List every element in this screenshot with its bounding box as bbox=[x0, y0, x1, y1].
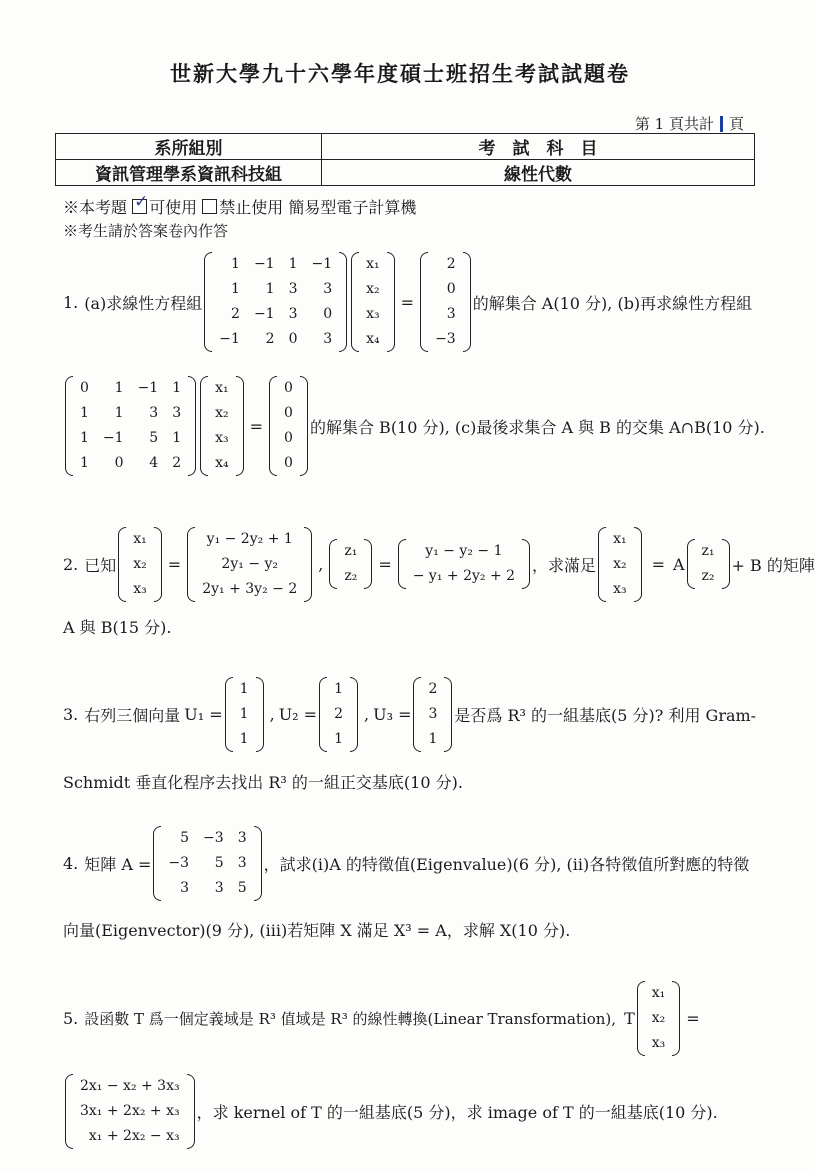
matrix-entry: 1 bbox=[80, 455, 89, 471]
q4-line2: 向量(Eigenvector)(9 分), (iii)若矩陣 X 滿足 X³ = A，求解 X(10 分). bbox=[63, 921, 571, 940]
u1-vector-grid bbox=[233, 677, 256, 752]
right-paren bbox=[188, 376, 196, 476]
matrix-row bbox=[73, 1099, 187, 1124]
matrix-row bbox=[337, 539, 364, 564]
q3-tail: 是否爲 R³ 的一組基底(5 分)? 利用 Gram- bbox=[454, 705, 757, 725]
matrix-entry: x₁ bbox=[366, 256, 380, 272]
matrix-entry: 1 bbox=[114, 405, 124, 421]
matrix-entry: −3 bbox=[168, 854, 190, 871]
right-paren bbox=[350, 677, 358, 752]
matrix-entry: x₁ + 2x₂ − x₃ bbox=[88, 1127, 180, 1144]
calc-prefix: ※本考題 bbox=[63, 198, 128, 217]
left-paren bbox=[65, 376, 73, 476]
matrix-row bbox=[606, 527, 634, 552]
matrix-row bbox=[645, 981, 673, 1006]
matrix-row bbox=[161, 851, 253, 876]
matrix-row bbox=[161, 826, 253, 851]
right-paren bbox=[339, 252, 347, 352]
matrix-row bbox=[327, 727, 350, 752]
matrix-row bbox=[645, 1031, 673, 1056]
matrix-entry: 2x₁ − x₂ + 3x₃ bbox=[80, 1077, 180, 1094]
matrix-row bbox=[212, 277, 339, 302]
matrix-row bbox=[695, 564, 722, 589]
matrix-row bbox=[327, 702, 350, 727]
matrix-entry: −1 bbox=[102, 430, 124, 446]
matrix-entry: z₁ bbox=[344, 543, 358, 559]
right-paren bbox=[256, 677, 264, 752]
matrix-entry: 3 bbox=[237, 829, 247, 846]
right-paren bbox=[154, 527, 162, 602]
matrix-row bbox=[208, 426, 236, 451]
calculator-note bbox=[63, 195, 416, 218]
q2-line2: A 與 B(15 分). bbox=[63, 618, 172, 637]
matrix-entry: 0 bbox=[288, 331, 298, 347]
matrix-row bbox=[208, 401, 236, 426]
q2-z-vector-2 bbox=[687, 539, 730, 589]
matrix-entry: 1 bbox=[334, 680, 343, 697]
q5-x-vector bbox=[637, 981, 681, 1056]
matrix-row bbox=[606, 577, 634, 602]
comma: , bbox=[364, 704, 370, 724]
left-paren bbox=[200, 376, 208, 476]
left-paren bbox=[598, 527, 606, 602]
matrix-entry: 5 bbox=[237, 879, 247, 896]
dept-value: 資訊管理學系資訊科技組 bbox=[56, 160, 322, 186]
matrix-entry: 0 bbox=[284, 430, 293, 446]
q2-tail: + B 的矩陣 bbox=[731, 555, 815, 575]
matrix-entry: x₁ bbox=[133, 530, 147, 547]
matrix-entry: y₁ − y₂ − 1 bbox=[425, 543, 503, 559]
u2-vector bbox=[319, 677, 358, 752]
right-paren bbox=[444, 677, 452, 752]
q4-text: 矩陣 A = bbox=[84, 854, 152, 874]
q4-matrix-grid bbox=[161, 826, 253, 901]
matrix-row bbox=[208, 451, 236, 476]
matrix-entry: x₃ bbox=[366, 306, 380, 322]
matrix-entry: 2y₁ − y₂ bbox=[221, 555, 279, 572]
right-paren bbox=[187, 1074, 195, 1149]
matrix-row bbox=[428, 277, 463, 302]
left-paren bbox=[329, 539, 337, 589]
answer-note: ※考生請於答案卷內作答 bbox=[63, 222, 229, 240]
matrix-row bbox=[406, 564, 522, 589]
matrix-row bbox=[645, 1006, 673, 1031]
q2-z-vector-grid bbox=[337, 539, 364, 589]
matrix-entry: 2 bbox=[428, 680, 438, 697]
matrix-entry: x₃ bbox=[651, 1034, 666, 1051]
matrix-entry: x₁ bbox=[613, 530, 627, 547]
matrix-entry: x₂ bbox=[613, 555, 627, 572]
q2-z-vector-2-grid bbox=[695, 539, 722, 589]
right-paren bbox=[634, 527, 642, 602]
matrix-entry: 1 bbox=[334, 730, 343, 747]
right-paren bbox=[364, 539, 372, 589]
q1-matrix-b bbox=[65, 376, 196, 476]
matrix-entry: 1 bbox=[80, 405, 89, 421]
matrix-entry: x₃ bbox=[215, 430, 229, 446]
matrix-entry: 0 bbox=[284, 455, 293, 471]
q1-x-vector-2-grid bbox=[208, 376, 236, 476]
matrix-row bbox=[421, 677, 444, 702]
matrix-entry: 2 bbox=[334, 705, 343, 722]
q2-x-vector-2-grid bbox=[606, 527, 634, 602]
matrix-row bbox=[277, 376, 300, 401]
left-paren bbox=[637, 981, 645, 1056]
matrix-entry: 2 bbox=[265, 331, 275, 347]
matrix-entry: 1 bbox=[172, 380, 182, 396]
matrix-row bbox=[359, 327, 387, 352]
equals-sign: = bbox=[400, 292, 415, 312]
matrix-entry: 0 bbox=[323, 306, 333, 322]
matrix-row bbox=[126, 552, 154, 577]
left-paren bbox=[398, 539, 406, 589]
page-info bbox=[635, 113, 744, 134]
matrix-entry: 3 bbox=[149, 405, 159, 421]
calc-suffix: 簡易型電子計算機 bbox=[288, 198, 417, 217]
matrix-row bbox=[428, 252, 463, 277]
page-info-suffix: 頁 bbox=[728, 115, 744, 133]
matrix-entry: 0 bbox=[284, 405, 293, 421]
equals-sign: = bbox=[686, 1008, 700, 1028]
matrix-row bbox=[195, 577, 304, 602]
matrix-entry: 0 bbox=[80, 380, 89, 396]
matrix-entry: z₂ bbox=[701, 568, 715, 584]
matrix-row bbox=[126, 577, 154, 602]
matrix-entry: 3 bbox=[446, 306, 456, 322]
subject-head: 考 試 科 目 bbox=[322, 134, 755, 160]
matrix-entry: 1 bbox=[239, 680, 249, 697]
q1-b-vector-grid bbox=[428, 252, 463, 352]
matrix-entry: 0 bbox=[284, 380, 293, 396]
q2-mid: ，求滿足 bbox=[532, 555, 597, 575]
q2-prefix: 已知 bbox=[84, 555, 117, 575]
matrix-row bbox=[233, 702, 256, 727]
matrix-entry: 3 bbox=[237, 854, 247, 871]
q1-b-vector bbox=[420, 252, 471, 352]
matrix-row bbox=[606, 552, 634, 577]
right-paren bbox=[300, 376, 308, 476]
q2-x-vector bbox=[118, 527, 162, 602]
subject-value: 線性代數 bbox=[322, 160, 755, 186]
q2-rhs1 bbox=[187, 527, 312, 602]
left-paren bbox=[153, 826, 161, 901]
matrix-entry: 3 bbox=[180, 879, 190, 896]
matrix-entry: x₁ bbox=[651, 984, 666, 1001]
q4-label: 4. bbox=[63, 853, 79, 873]
q5-text: 設函數 T 爲一個定義域是 R³ 值域是 R³ 的線性轉換(Linear Transformation), bbox=[84, 1009, 617, 1028]
right-paren bbox=[254, 826, 262, 901]
q3-line2: Schmidt 垂直化程序去找出 R³ 的一組正交基底(10 分). bbox=[63, 773, 463, 792]
matrix-row bbox=[359, 277, 387, 302]
q3-label: 3. bbox=[63, 704, 79, 724]
q1-x-vector bbox=[351, 252, 395, 352]
matrix-row bbox=[195, 527, 304, 552]
q5-label: 5. bbox=[63, 1008, 79, 1028]
matrix-entry: z₁ bbox=[701, 543, 715, 559]
left-paren bbox=[65, 1074, 73, 1149]
question-5-line1 bbox=[63, 982, 704, 1054]
right-paren bbox=[236, 376, 244, 476]
q5-rhs bbox=[65, 1074, 195, 1149]
matrix-entry: 0 bbox=[446, 281, 456, 297]
matrix-entry: x₄ bbox=[215, 455, 229, 471]
matrix-entry: 3 bbox=[288, 306, 298, 322]
matrix-entry: 1 bbox=[231, 256, 240, 272]
matrix-entry: −1 bbox=[311, 256, 333, 272]
matrix-row bbox=[337, 564, 364, 589]
q2-x-vector-grid bbox=[126, 527, 154, 602]
u1-label: U₁ = bbox=[184, 704, 223, 724]
q5-tail: ，求 kernel of T 的一組基底(5 分)，求 image of T 的一組基底(10 分). bbox=[196, 1102, 718, 1122]
equals-sign: = bbox=[167, 554, 182, 574]
matrix-row bbox=[73, 426, 188, 451]
q5-rhs-grid bbox=[73, 1074, 187, 1149]
u1-vector bbox=[225, 677, 264, 752]
header-table bbox=[55, 133, 755, 186]
equals-sign: = bbox=[249, 416, 264, 436]
u2-label: U₂ = bbox=[278, 704, 318, 724]
matrix-entry: −1 bbox=[137, 380, 159, 396]
matrix-row bbox=[277, 426, 300, 451]
matrix-entry: −3 bbox=[435, 331, 456, 347]
right-paren bbox=[672, 981, 680, 1056]
matrix-row bbox=[73, 401, 188, 426]
q3-text: 右列三個向量 bbox=[84, 705, 181, 725]
left-paren bbox=[319, 677, 327, 752]
matrix-entry: 1 bbox=[80, 430, 89, 446]
matrix-row bbox=[161, 876, 253, 901]
matrix-row bbox=[212, 252, 339, 277]
matrix-entry: x₂ bbox=[215, 405, 229, 421]
matrix-entry: − y₁ + 2y₂ + 2 bbox=[412, 568, 516, 584]
q2-rhs2 bbox=[398, 539, 530, 589]
left-paren bbox=[118, 527, 126, 602]
q1-text-a: (a)求線性方程組 bbox=[84, 293, 203, 313]
question-5-line2 bbox=[63, 1075, 718, 1147]
q2-A-label: A bbox=[672, 554, 685, 574]
matrix-entry: 2y₁ + 3y₂ − 2 bbox=[202, 580, 298, 597]
question-4-line1 bbox=[63, 826, 749, 900]
matrix-row bbox=[212, 327, 339, 352]
page-info-prefix: 第 1 頁共計 bbox=[634, 115, 714, 133]
q1-text-after-b: 的解集合 B(10 分), (c)最後求集合 A 與 B 的交集 A∩B(10 分). bbox=[309, 417, 765, 437]
matrix-entry: 3 bbox=[323, 281, 333, 297]
matrix-entry: 3 bbox=[428, 705, 438, 722]
left-paren bbox=[351, 252, 359, 352]
q1-text-after-a: 的解集合 A(10 分), (b)再求線性方程組 bbox=[472, 293, 753, 313]
u2-vector-grid bbox=[327, 677, 350, 752]
matrix-row bbox=[421, 702, 444, 727]
matrix-entry: y₁ − 2y₂ + 1 bbox=[206, 530, 293, 547]
matrix-row bbox=[327, 677, 350, 702]
matrix-row bbox=[73, 1074, 187, 1099]
matrix-row bbox=[73, 1124, 187, 1149]
right-paren bbox=[304, 527, 312, 602]
q2-rhs2-grid bbox=[406, 539, 522, 589]
q1-matrix-a bbox=[204, 252, 347, 352]
matrix-entry: 3 bbox=[288, 281, 298, 297]
q1-x-vector-grid bbox=[359, 252, 387, 352]
right-paren bbox=[387, 252, 395, 352]
comma: , bbox=[269, 704, 275, 724]
right-paren bbox=[722, 539, 730, 589]
matrix-row bbox=[73, 376, 188, 401]
page-count-mark bbox=[720, 116, 723, 132]
matrix-entry: 3 bbox=[323, 331, 333, 347]
question-1-line2 bbox=[63, 376, 765, 476]
matrix-entry: 5 bbox=[214, 854, 224, 871]
q1-label: 1. bbox=[63, 292, 79, 312]
question-2-line1 bbox=[63, 525, 815, 603]
matrix-entry: x₂ bbox=[651, 1009, 666, 1026]
u3-label: U₃ = bbox=[373, 704, 412, 724]
matrix-entry: 1 bbox=[172, 430, 182, 446]
matrix-entry: −1 bbox=[253, 306, 275, 322]
matrix-row bbox=[406, 539, 522, 564]
q4-matrix bbox=[153, 826, 261, 901]
q5-x-vector-grid bbox=[645, 981, 673, 1056]
matrix-entry: 5 bbox=[149, 430, 159, 446]
q2-label: 2. bbox=[63, 554, 79, 574]
u3-vector-grid bbox=[421, 677, 444, 752]
question-3-line1 bbox=[63, 678, 756, 750]
matrix-entry: 5 bbox=[180, 829, 190, 846]
matrix-row bbox=[73, 451, 188, 476]
matrix-row bbox=[208, 376, 236, 401]
comma: , bbox=[318, 554, 324, 574]
matrix-row bbox=[695, 539, 722, 564]
q2-rhs1-grid bbox=[195, 527, 304, 602]
matrix-row bbox=[428, 302, 463, 327]
matrix-row bbox=[195, 552, 304, 577]
calc-allowed-label: 可使用 bbox=[149, 198, 198, 217]
matrix-entry: x₃ bbox=[133, 580, 147, 597]
q1-zero-vector bbox=[269, 376, 308, 476]
matrix-entry: 2 bbox=[172, 455, 182, 471]
matrix-entry: 1 bbox=[239, 705, 249, 722]
matrix-entry: −1 bbox=[219, 331, 240, 347]
left-paren bbox=[413, 677, 421, 752]
matrix-entry: 1 bbox=[428, 730, 438, 747]
matrix-entry: 1 bbox=[265, 281, 275, 297]
matrix-row bbox=[359, 302, 387, 327]
matrix-row bbox=[277, 451, 300, 476]
matrix-entry: 2 bbox=[231, 306, 240, 322]
q1-matrix-a-grid bbox=[212, 252, 339, 352]
matrix-entry: 1 bbox=[231, 281, 240, 297]
matrix-entry: x₂ bbox=[133, 555, 147, 572]
left-paren bbox=[204, 252, 212, 352]
calc-forbidden-label: 禁止使用 bbox=[219, 198, 284, 217]
exam-title: 世新大學九十六學年度碩士班招生考試試題卷 bbox=[170, 61, 630, 86]
question-1-line1 bbox=[63, 252, 752, 352]
matrix-row bbox=[233, 677, 256, 702]
q5-T-label: T bbox=[624, 1008, 635, 1028]
q1-x-vector-2 bbox=[200, 376, 244, 476]
matrix-row bbox=[277, 401, 300, 426]
matrix-entry: −1 bbox=[253, 256, 275, 272]
matrix-row bbox=[233, 727, 256, 752]
matrix-entry: x₄ bbox=[366, 331, 380, 347]
right-paren bbox=[522, 539, 530, 589]
right-paren bbox=[463, 252, 471, 352]
equals-sign: = bbox=[651, 554, 665, 574]
left-paren bbox=[225, 677, 233, 752]
matrix-entry: 4 bbox=[149, 455, 159, 471]
matrix-row bbox=[421, 727, 444, 752]
left-paren bbox=[269, 376, 277, 476]
left-paren bbox=[420, 252, 428, 352]
matrix-entry: x₂ bbox=[366, 281, 380, 297]
matrix-entry: 1 bbox=[114, 380, 124, 396]
matrix-entry: 1 bbox=[288, 256, 298, 272]
equals-sign: = bbox=[378, 554, 392, 574]
calc-allowed-checkbox bbox=[132, 199, 147, 214]
matrix-entry: 2 bbox=[446, 256, 456, 272]
matrix-entry: 3 bbox=[172, 405, 182, 421]
matrix-row bbox=[212, 302, 339, 327]
u3-vector bbox=[413, 677, 452, 752]
matrix-entry: 3 bbox=[214, 879, 224, 896]
matrix-row bbox=[359, 252, 387, 277]
matrix-entry: x₃ bbox=[613, 580, 627, 597]
q4-tail: ，試求(i)A 的特徵值(Eigenvalue)(6 分), (ii)各特徵值所對應的特徵 bbox=[263, 854, 750, 874]
q1-matrix-b-grid bbox=[73, 376, 188, 476]
matrix-entry: 3x₁ + 2x₂ + x₃ bbox=[80, 1102, 180, 1119]
matrix-entry: x₁ bbox=[215, 380, 229, 396]
q2-z-vector bbox=[329, 539, 372, 589]
matrix-entry: −3 bbox=[203, 829, 224, 846]
q2-x-vector-2 bbox=[598, 527, 642, 602]
matrix-entry: z₂ bbox=[344, 568, 358, 584]
calc-forbidden-checkbox bbox=[202, 199, 217, 214]
q1-zero-vector-grid bbox=[277, 376, 300, 476]
left-paren bbox=[187, 527, 195, 602]
matrix-entry: 1 bbox=[239, 730, 249, 747]
matrix-row bbox=[428, 327, 463, 352]
dept-head: 系所組別 bbox=[56, 134, 322, 160]
matrix-row bbox=[126, 527, 154, 552]
left-paren bbox=[687, 539, 695, 589]
matrix-entry: 0 bbox=[114, 455, 124, 471]
